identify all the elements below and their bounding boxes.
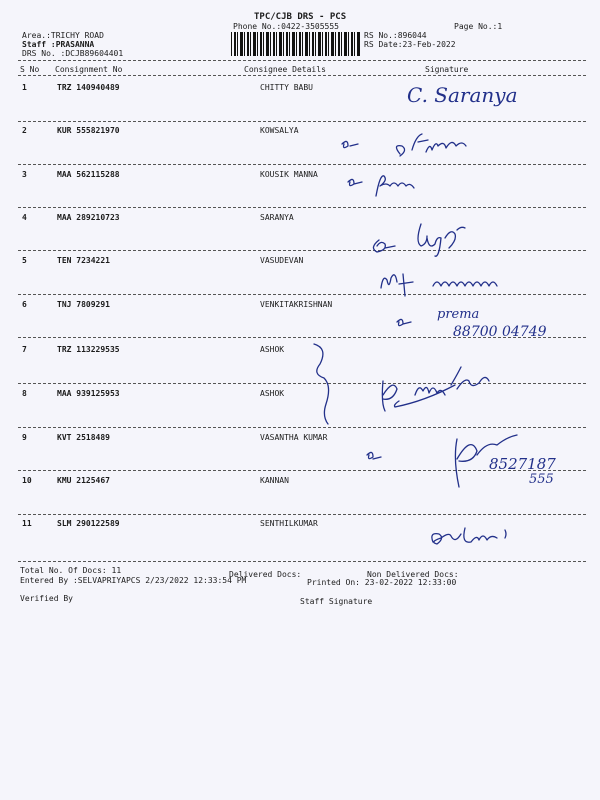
row-consignment: MAA 939125953 (57, 389, 120, 398)
non-delivered-docs: Non Delivered Docs: (367, 570, 459, 579)
signature-4 (365, 220, 485, 265)
col-header-sno: S No (20, 65, 40, 74)
row-consignee: KOWSALYA (260, 126, 299, 135)
row-consignment: MAA 562115288 (57, 170, 120, 179)
signature-11 (425, 522, 535, 552)
signature-7 (310, 340, 340, 430)
svg-text:88700 04749: 88700 04749 (453, 324, 547, 340)
rs-number: RS No.:896044 (364, 31, 427, 40)
divider (18, 207, 586, 208)
staff-signature-label: Staff Signature (300, 597, 373, 606)
row-sno: 6 (22, 300, 27, 309)
entered-by: Entered By :SELVAPRIYAPCS 2/23/2022 12:33:54 PM (20, 576, 247, 585)
delivered-docs: Delivered Docs: (229, 570, 302, 579)
col-header-consignment: Consignment No (55, 65, 123, 74)
signature-6 (395, 302, 585, 342)
row-consignee: VASANTHA KUMAR (260, 433, 328, 442)
row-consignment: TRZ 140940489 (57, 83, 120, 92)
row-consignment: MAA 289210723 (57, 213, 120, 222)
staff-label: Staff :PRASANNA (22, 40, 95, 49)
divider (18, 60, 586, 61)
row-sno: 3 (22, 170, 27, 179)
divider (18, 561, 586, 562)
divider (18, 250, 586, 251)
row-consignment: TEN 7234221 (57, 256, 110, 265)
svg-text:C. Saranya: C. Saranya (407, 83, 518, 107)
rs-date: RS Date:23-Feb-2022 (364, 40, 456, 49)
row-consignee: ASHOK (260, 345, 285, 354)
row-sno: 10 (22, 476, 32, 485)
row-consignee: VENKITAKRISHNAN (260, 300, 333, 309)
area-label: Area.:TRICHY ROAD (22, 31, 104, 40)
row-consignment: KMU 2125467 (57, 476, 110, 485)
row-consignment: KVT 2518489 (57, 433, 110, 442)
row-consignee: KOUSIK MANNA (260, 170, 318, 179)
phone-number: Phone No.:0422-3505555 (233, 22, 339, 31)
divider (18, 121, 586, 122)
page-number: Page No.:1 (454, 22, 503, 31)
document-title: TPC/CJB DRS - PCS (254, 12, 347, 22)
signature-2 (340, 130, 520, 165)
row-consignee: SENTHILKUMAR (260, 519, 318, 528)
drs-number: DRS No. :DCJB89604401 (22, 49, 124, 58)
row-sno: 1 (22, 83, 27, 92)
row-consignment: TRZ 113229535 (57, 345, 120, 354)
barcode-image (231, 32, 361, 56)
total-docs: Total No. Of Docs: 11 (20, 566, 122, 575)
signature-9 (365, 425, 565, 495)
signature-3 (340, 172, 440, 202)
row-consignment: TNJ 7809291 (57, 300, 110, 309)
svg-text:8527187: 8527187 (489, 455, 556, 473)
col-header-signature: Signature (425, 65, 469, 74)
divider (18, 514, 586, 515)
signature-1 (405, 80, 545, 110)
row-consignment: KUR 555821970 (57, 126, 120, 135)
row-sno: 8 (22, 389, 27, 398)
printed-on: Printed On: 23-02-2022 12:33:00 (307, 578, 457, 587)
row-sno: 2 (22, 126, 27, 135)
row-sno: 4 (22, 213, 27, 222)
divider (18, 75, 586, 76)
row-consignment: SLM 290122589 (57, 519, 120, 528)
svg-text:prema: prema (437, 307, 480, 322)
row-sno: 9 (22, 433, 27, 442)
row-sno: 5 (22, 256, 27, 265)
signature-5 (375, 268, 535, 298)
row-sno: 11 (22, 519, 32, 528)
row-consignee: KANNAN (260, 476, 289, 485)
col-header-consignee: Consignee Details (244, 65, 326, 74)
row-consignee: CHITTY BABU (260, 83, 313, 92)
row-consignee: ASHOK (260, 389, 285, 398)
row-consignee: SARANYA (260, 213, 294, 222)
row-consignee: VASUDEVAN (260, 256, 304, 265)
row-sno: 7 (22, 345, 27, 354)
verified-by: Verified By (20, 594, 73, 603)
svg-text:555: 555 (529, 472, 554, 487)
signature-8 (375, 365, 555, 420)
